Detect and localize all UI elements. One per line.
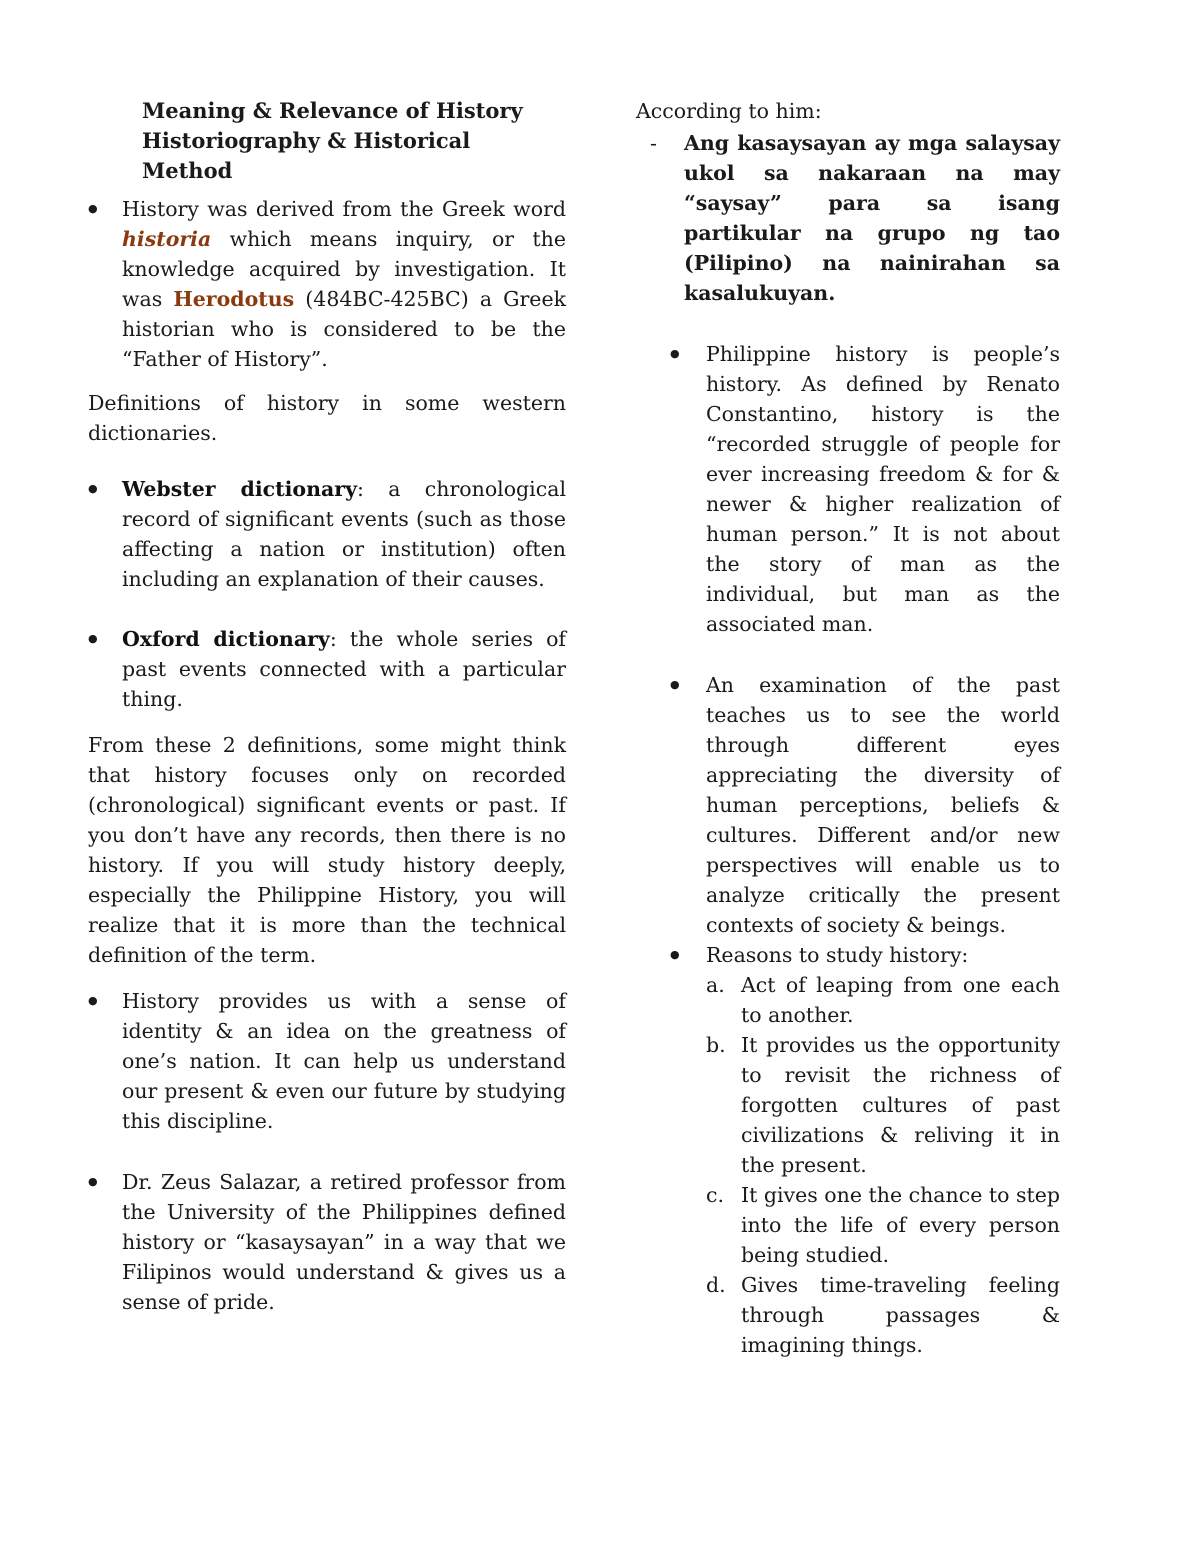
bullet-zeus-salazar: ● Dr. Zeus Salazar, a retired professor from the University of the Philippines defined history or “kasaysayan” in a way that we Filipinos would understand & gives us a sense of pride. [88,1167,566,1317]
text: Ang kasaysayan ay mga salaysay ukol sa nakaraan na may “saysay” para sa isang partikular na grupo ng tao (Pilipino) na nainirahan sa kasalukuyan. [684,131,1060,305]
text: (484BC-425BC) a Greek historian who is considered to be the “Father of History”. [122,287,566,371]
bullet-reasons: ● Reasons to study history: [670,940,1060,970]
webster-label: Webster dictionary [122,477,357,501]
bullet-philippine-history: ● Philippine history is people’s history. As defined by Renato Constantino, history is the “recorded struggle of people for ever increasing freedom & for & newer & higher realization of human person.” It is not about the story of man as the individual, but man as the associated man. [670,339,1060,639]
reason-marker: b. [706,1033,726,1057]
name-herodotus: Herodotus [173,287,295,311]
reason-b [706,1030,1060,1180]
reason-a [706,970,1060,1030]
left-column [88,96,566,1317]
definitions-intro: Definitions of history in some western dictionaries. [88,391,566,445]
paragraph-two-definitions: From these 2 definitions, some might think that history focuses only on recorded (chronological) significant events or past. If you don’t have any records, then there is no history. If you will study history deeply, especially the Philippine History, you will realize that it is more than the technical definition of the term. [88,733,566,967]
title-line-3: Method [142,158,233,183]
reason-c [706,1180,1060,1270]
bullet-examination-of-past: ● An examination of the past teaches us to see the world through different eyes appreciating the diversity of human perceptions, beliefs & cultures. Different and/or new perspectives will enable us to analyze critically the present contexts of society & beings. [670,670,1060,940]
text: History was derived from the Greek word [122,197,566,221]
right-column [636,96,1060,1360]
text: which means inquiry, or the knowledge acquired by investigation. It was [122,227,566,311]
text: Gives time-traveling feeling through passages & imagining things. [741,1273,1060,1357]
title-line-1: Meaning & Relevance of History [142,98,523,123]
dash-marker: - [650,131,657,155]
reason-d [706,1270,1060,1360]
text: Act of leaping from one each to another. [741,973,1060,1027]
text: It gives one the chance to step into the life of every person being studied. [741,1183,1060,1267]
bullet-oxford [88,624,566,714]
text: : a chronological record of significant events (such as those affecting a nation or institution) often including an explanation of their causes. [122,477,566,591]
term-historia: historia [122,227,212,251]
reason-marker: c. [706,1183,724,1207]
text: : the whole series of past events connected with a particular thing. [122,627,566,711]
bullet-greek-origin [88,194,566,374]
reason-marker: a. [706,973,725,997]
bullet-webster [88,474,566,594]
oxford-label: Oxford dictionary [122,627,330,651]
according-to-him: According to him: [636,99,822,123]
reason-marker: d. [706,1273,726,1297]
bullet-sense-of-identity: ● History provides us with a sense of identity & an idea on the greatness of one’s nation. It can help us understand our present & even our future by studying this discipline. [88,986,566,1136]
title-line-2: Historiography & Historical [142,128,471,153]
kasaysayan-definition [636,128,1060,308]
text: It provides us the opportunity to revisit the richness of forgotten cultures of past civilizations & reliving it in the present. [741,1033,1060,1177]
page-title [88,96,566,186]
